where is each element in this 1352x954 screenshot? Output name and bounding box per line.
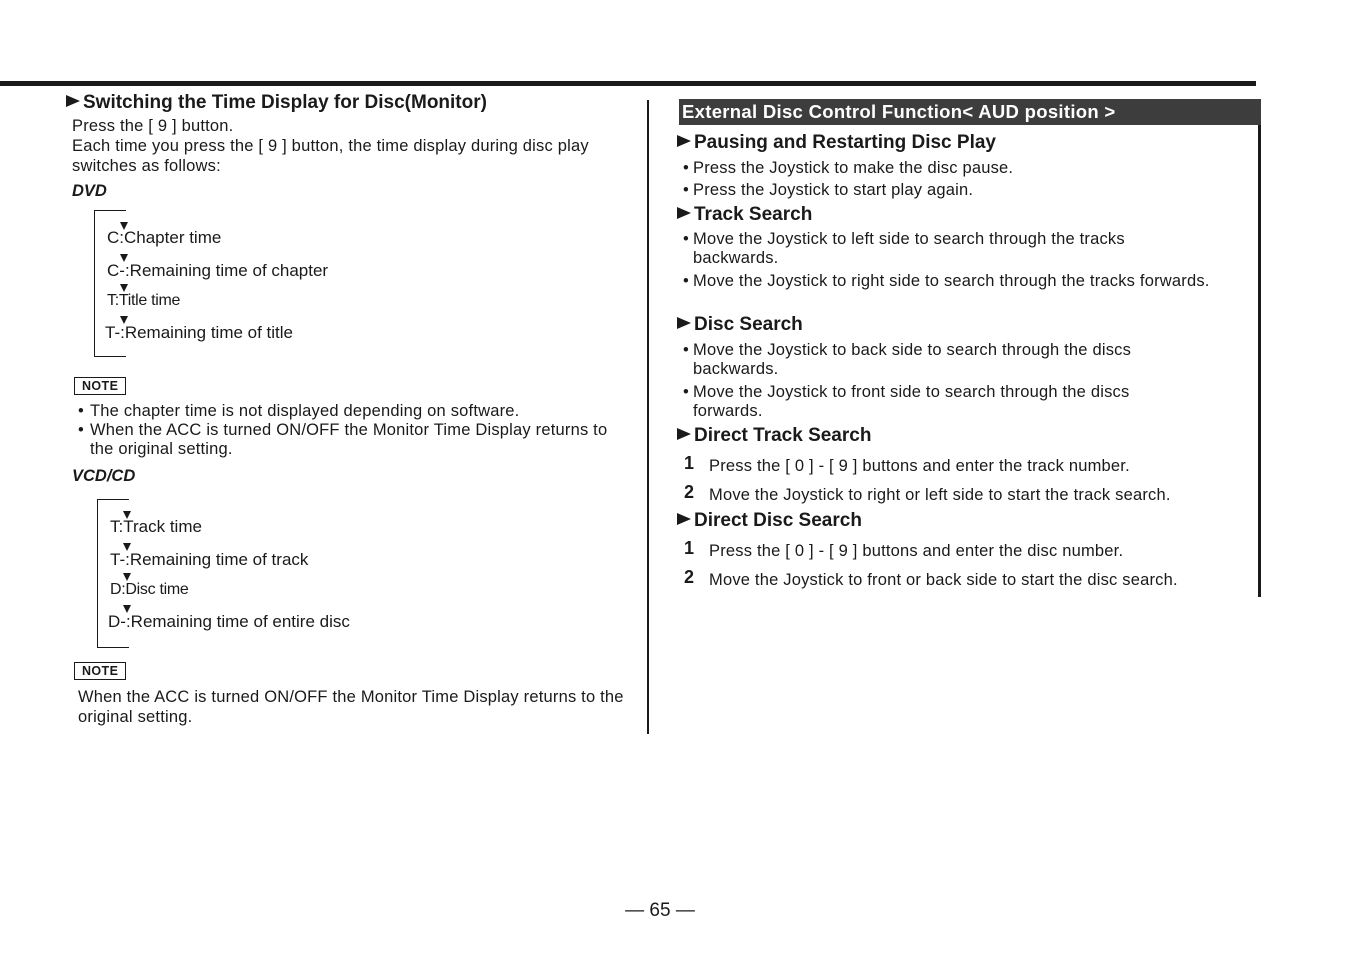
dvd-cycle-item: T-:Remaining time of title	[105, 323, 294, 342]
subsection-heading: Direct Disc Search	[677, 510, 862, 532]
vcd-cycle-item: D-:Remaining time of entire disc	[108, 612, 350, 631]
triangle-bullet-icon	[677, 513, 691, 525]
down-arrow-icon	[123, 573, 131, 581]
step-number: 2	[684, 482, 695, 502]
step-text: Move the Joystick to right or left side to start the track search.	[709, 486, 1171, 504]
dvd-cycle-item: C-:Remaining time of chapter	[107, 261, 329, 280]
subsection-heading: Direct Track Search	[677, 425, 871, 447]
dvd-label: DVD	[72, 182, 107, 200]
bullet-item: • Move the Joystick to left side to search through the tracks backwards.	[683, 230, 1125, 267]
vcd-cycle-item: T-:Remaining time of track	[110, 550, 309, 569]
step-number: 1	[684, 453, 695, 473]
note-badge: NOTE	[74, 662, 126, 680]
bullet-item: • Move the Joystick to front side to search through the discs forwards.	[683, 383, 1130, 420]
triangle-bullet-icon	[677, 317, 691, 329]
intro-line-2: Each time you press the [ 9 ] button, the time display during disc play switches as follows:	[72, 137, 589, 175]
down-arrow-icon	[120, 284, 128, 292]
dvd-cycle-item: C:Chapter time	[107, 228, 222, 247]
vcd-cd-label: VCD/CD	[72, 467, 136, 485]
bullet-item: • Move the Joystick to back side to search through the discs backwards.	[683, 341, 1132, 378]
step-number: 1	[684, 538, 695, 558]
vcd-cycle-item: D:Disc time	[110, 581, 189, 598]
bullet-item: • Press the Joystick to start play again.	[683, 181, 974, 199]
subsection-heading: Disc Search	[677, 314, 803, 336]
triangle-bullet-icon	[677, 428, 691, 440]
note-item: • The chapter time is not displayed depending on software.	[78, 402, 520, 420]
note-item: When the ACC is turned ON/OFF the Monitor Time Display returns to the original setting.	[78, 688, 624, 726]
top-rule	[0, 81, 1256, 86]
step-text: Move the Joystick to front or back side to start the disc search.	[709, 571, 1178, 589]
section-banner: External Disc Control Function< AUD position >	[679, 99, 1261, 125]
step-text: Press the [ 0 ] - [ 9 ] buttons and enter the disc number.	[709, 542, 1124, 560]
vcd-cycle-item: T:Track time	[110, 517, 202, 536]
right-column-edge	[1258, 100, 1261, 597]
section-heading-time-display: Switching the Time Display for Disc(Monitor)	[66, 92, 487, 114]
bullet-item: • Press the Joystick to make the disc pause.	[683, 159, 1014, 177]
triangle-bullet-icon	[677, 207, 691, 219]
subsection-heading: Track Search	[677, 204, 812, 226]
step-number: 2	[684, 567, 695, 587]
intro-line-1: Press the [ 9 ] button.	[72, 117, 234, 135]
note-item: • When the ACC is turned ON/OFF the Monitor Time Display returns to the original setting.	[78, 421, 608, 458]
page-number: — 65 —	[625, 900, 695, 921]
subsection-heading: Pausing and Restarting Disc Play	[677, 132, 996, 154]
triangle-bullet-icon	[66, 95, 80, 107]
triangle-bullet-icon	[677, 135, 691, 147]
bullet-item: • Move the Joystick to right side to search through the tracks forwards.	[683, 272, 1210, 290]
note-badge: NOTE	[74, 377, 126, 395]
step-text: Press the [ 0 ] - [ 9 ] buttons and enter the track number.	[709, 457, 1130, 475]
column-divider	[647, 100, 649, 734]
dvd-cycle-item: T:Title time	[107, 292, 181, 309]
